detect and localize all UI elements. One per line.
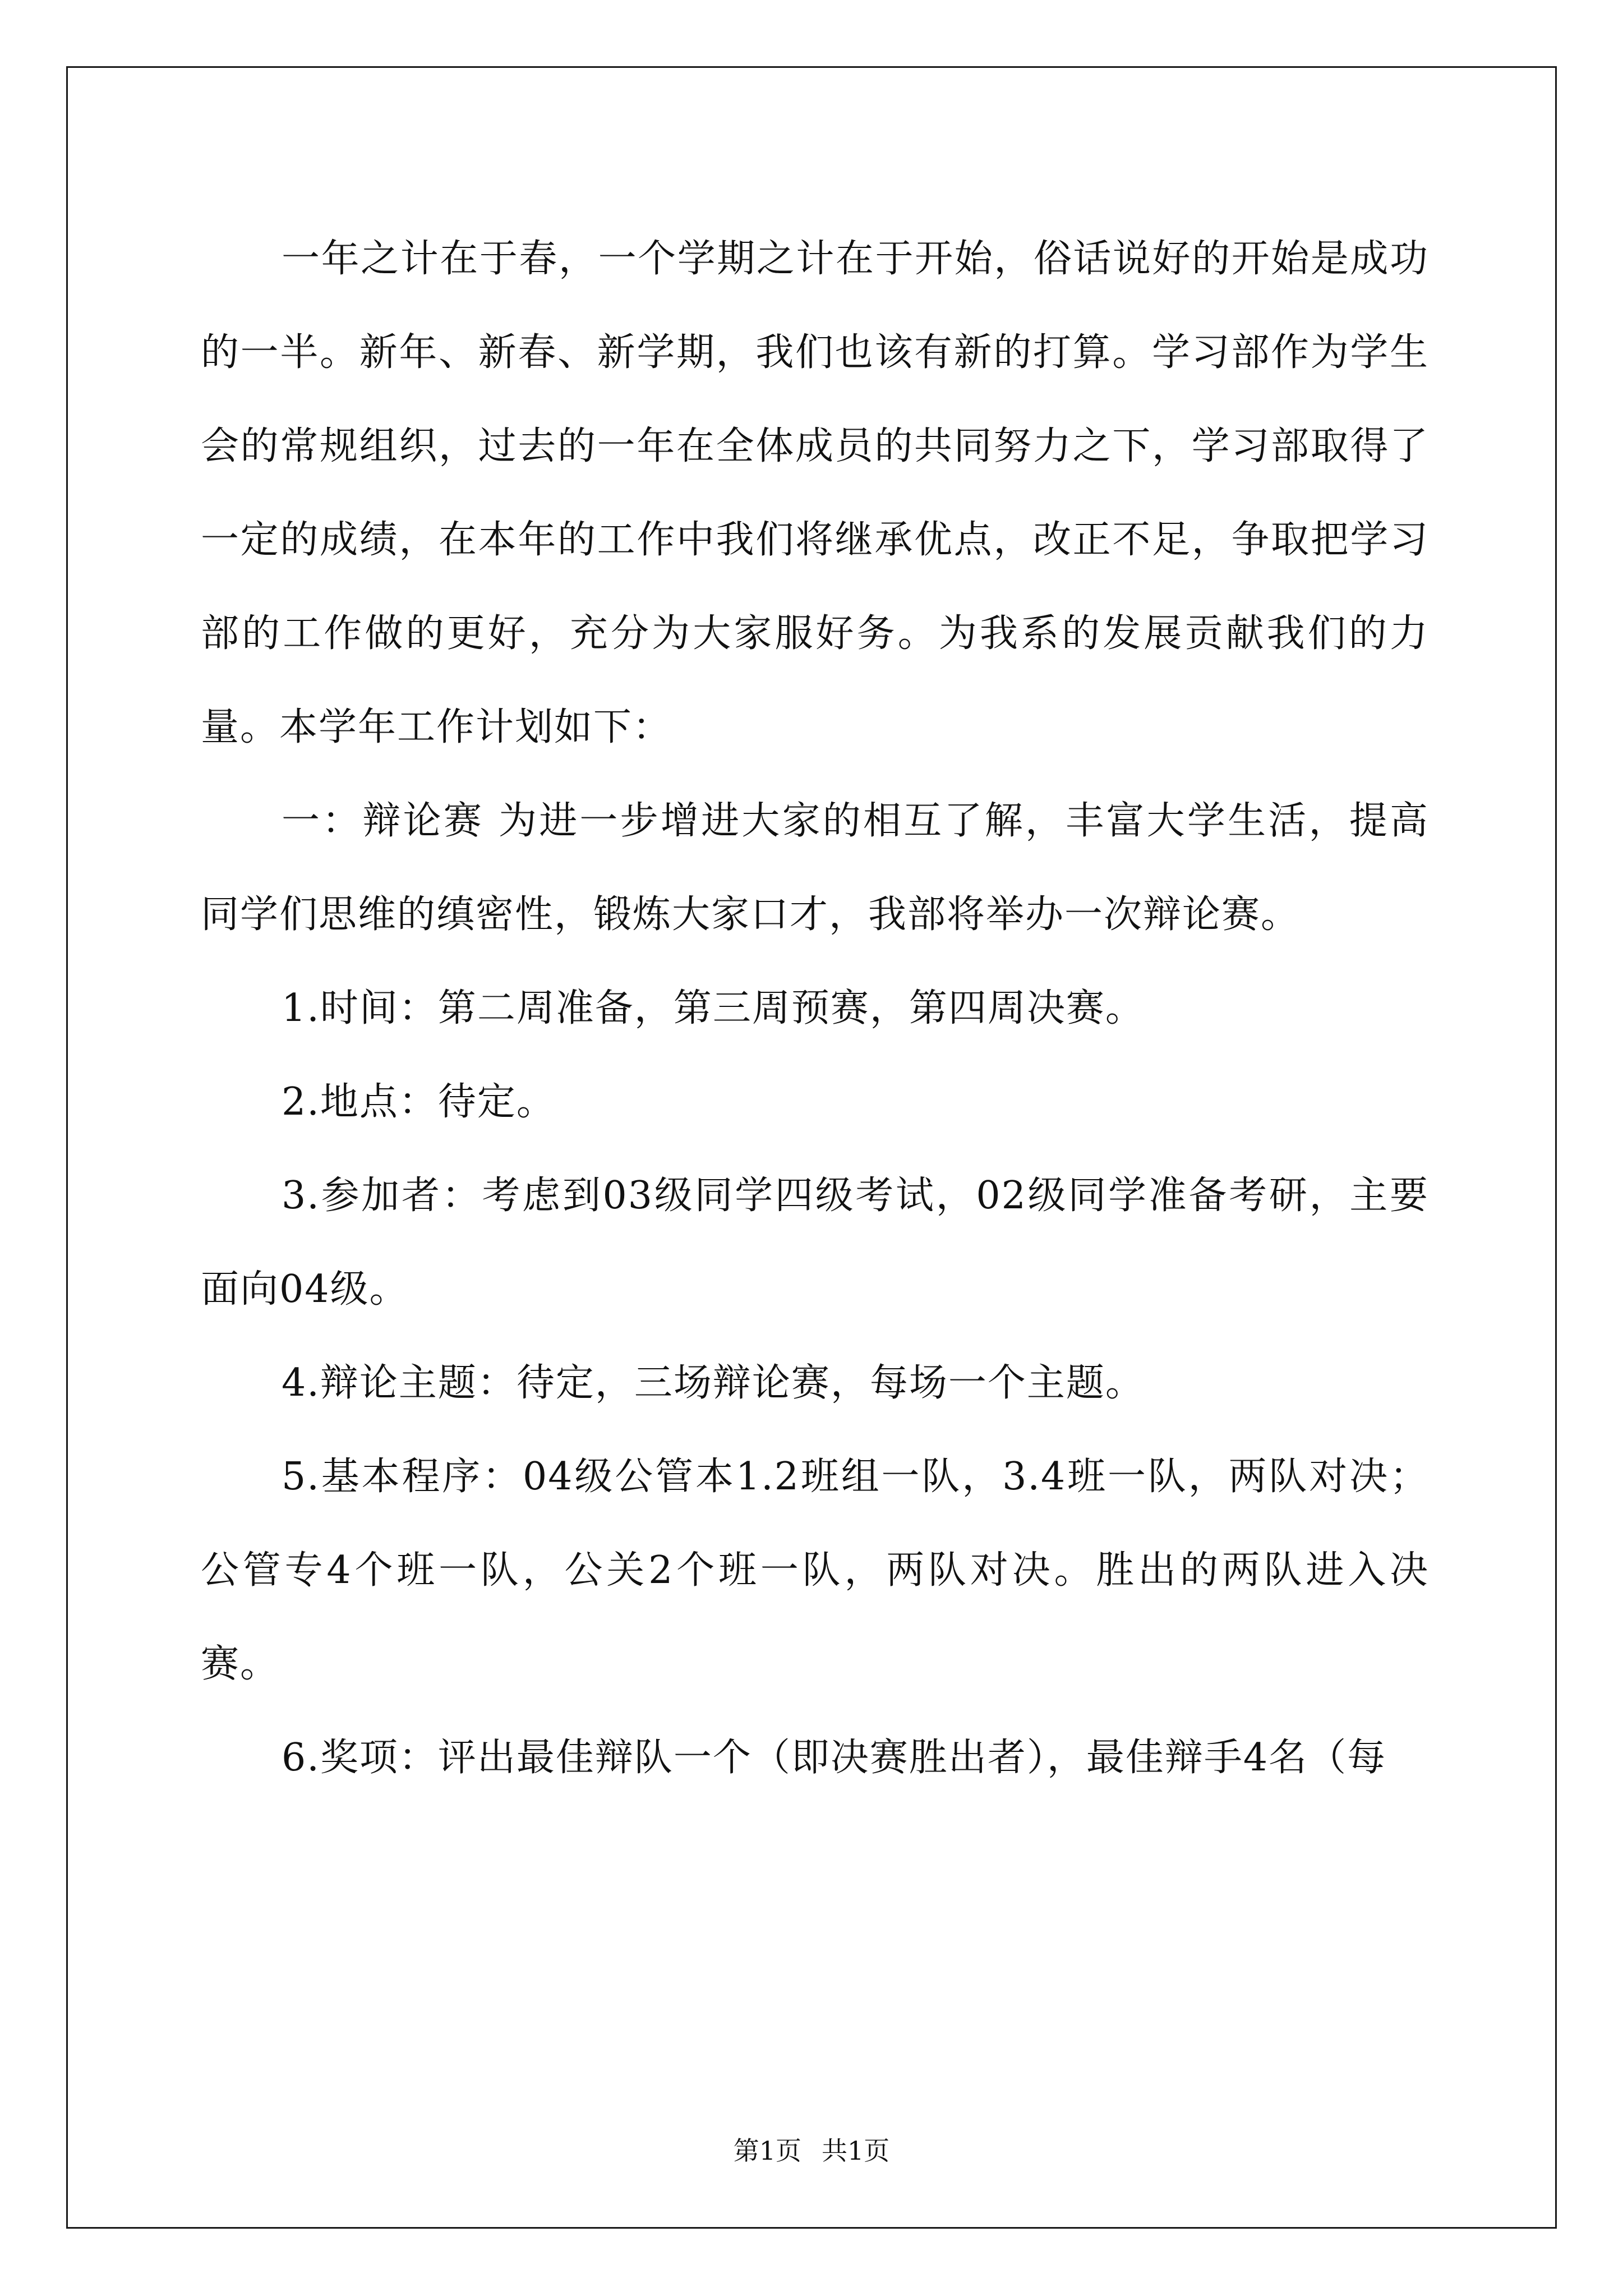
paragraph-intro: 一年之计在于春，一个学期之计在于开始，俗话说好的开始是成功的一半。新年、新春、新学期，我们也该有新的打算。学习部作为学生会的常规组织，过去的一年在全体成员的共同努力之下，学习部取得了一定的成绩，在本年的工作中我们将继承优点，改正不足，争取把学习部的工作做的更好，充分为大家服好务。为我系的发展贡献我们的力量。本学年工作计划如下： xyxy=(201,237,1429,749)
page-footer xyxy=(0,2134,1623,2168)
paragraph-participants: 3.参加者：考虑到03级同学四级考试，02级同学准备考研，主要面向04级。 xyxy=(201,1174,1429,1312)
page-number-current: 第1页 xyxy=(733,2136,801,2166)
paragraph-procedure: 5.基本程序：04级公管本1.2班组一队，3.4班一队，两队对决；公管专4个班一队，公关2个班一队，两队对决。胜出的两队进入决赛。 xyxy=(201,1455,1429,1686)
document-body xyxy=(201,212,1429,1805)
page-number-total: 共1页 xyxy=(822,2136,890,2166)
paragraph-debate-section: 一：辩论赛 为进一步增进大家的相互了解，丰富大学生活，提高同学们思维的缜密性，锻炼大家口才，我部将举办一次辩论赛。 xyxy=(201,799,1429,937)
paragraph-awards: 6.奖项：评出最佳辩队一个（即决赛胜出者），最佳辩手4名（每 xyxy=(282,1736,1387,1780)
paragraph-location: 2.地点：待定。 xyxy=(282,1080,556,1124)
paragraph-topic: 4.辩论主题：待定，三场辩论赛，每场一个主题。 xyxy=(282,1361,1145,1405)
paragraph-time: 1.时间：第二周准备，第三周预赛，第四周决赛。 xyxy=(282,986,1145,1030)
